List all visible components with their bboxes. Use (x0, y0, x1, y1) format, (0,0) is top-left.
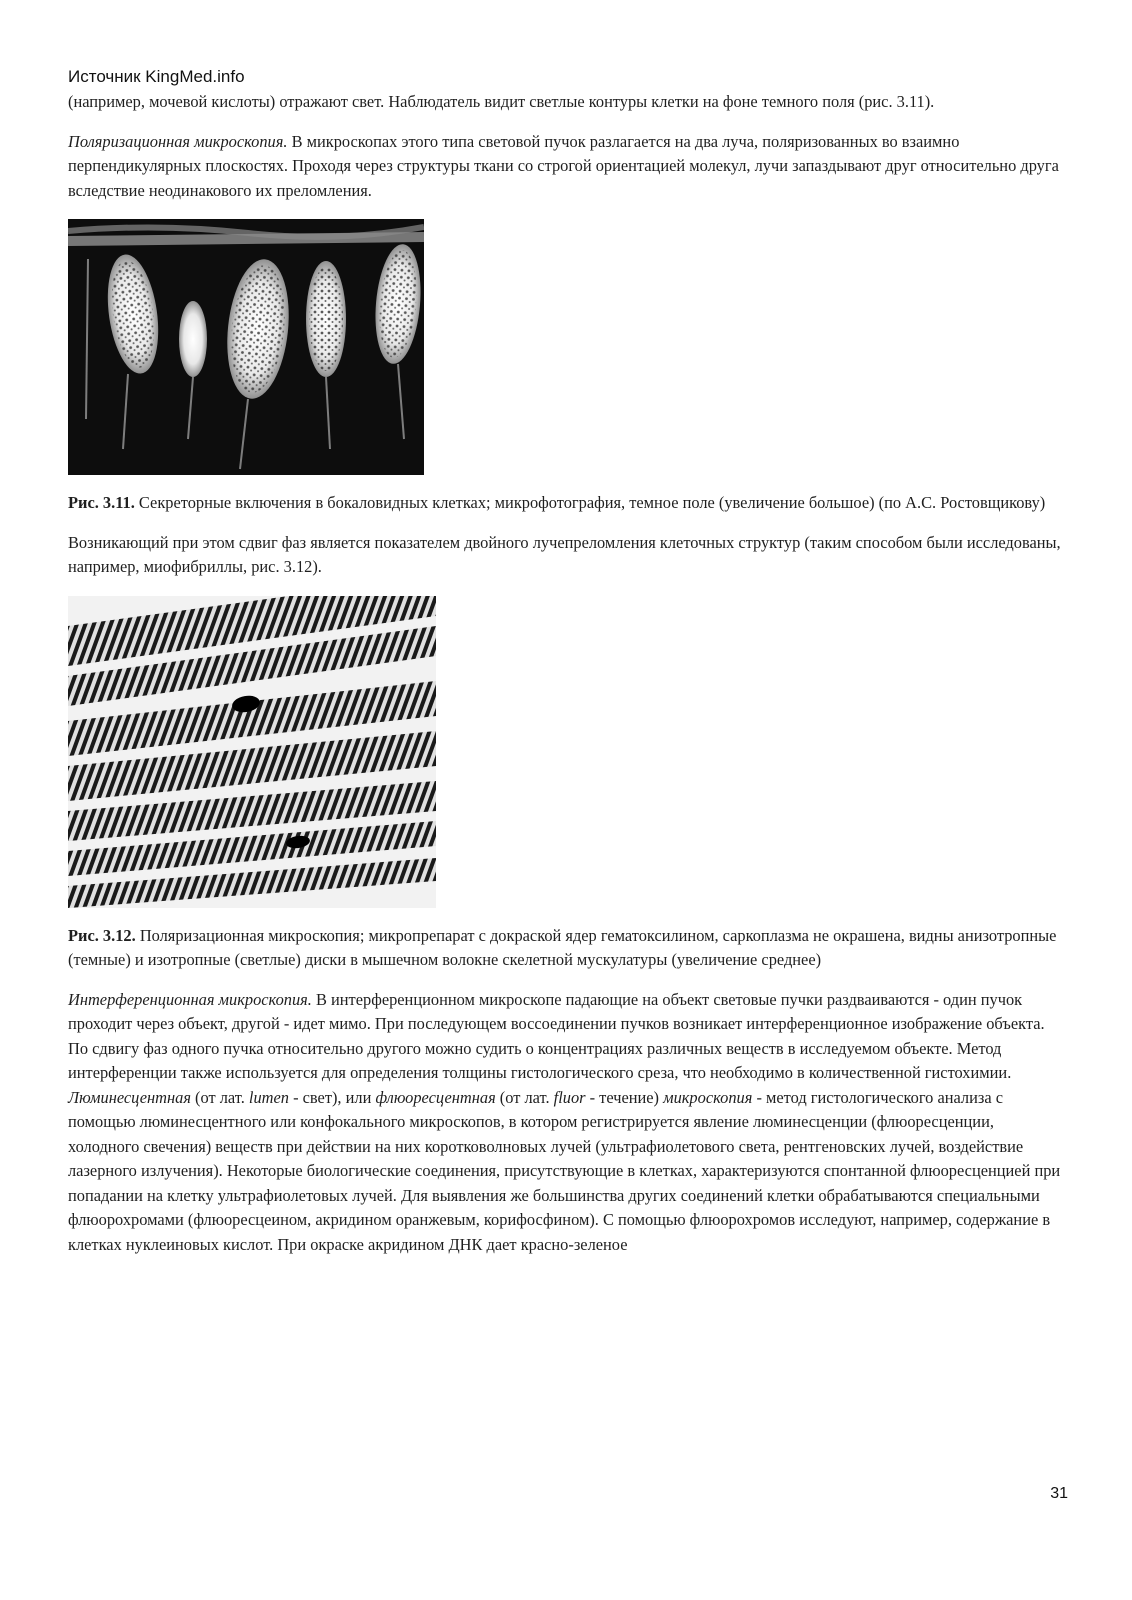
figure-3-11-image (68, 219, 424, 475)
paragraph-polarization-text: В микроскопах этого типа световой пучок разлагается на два луча, поляризованных во взаимно перпендикулярных плоскостях. Проходя через структуры ткани со строгой ориентацией молекул, лучи запаздывают друг относительно друга вследствие неодинакового их преломления. (68, 131, 1059, 200)
figure-3-12-caption-text: Поляризационная микроскопия; микропрепарат с докраской ядер гематоксилином, саркоплазма не окрашена, видны анизотропные (темные) и изотропные (светлые) диски в мышечном волокне скелетной мускулатуры (увеличение среднее) (68, 925, 1057, 969)
text-segment: - метод гистологического анализа с помощью люминесцентного или конфокального микроскопов, в котором регистрируется явление люминесценции (флюоресценции, холодного свечения) веществ при действии на них коротковолновых лучей (ультрафиолетового света, рентгеновских лучей, воздействие лазерного излучения). Некоторые биологические соединения, присутствующие в клетках, характеризуются спонтанной флюоресценцией при попадании на клетку ультрафиолетовых лучей. Для выявления же большинства других соединений клетки обрабатываются специальными флюорохромами (флюоресцеином, акридином оранжевым, корифосфином). С помощью флюорохромов исследуют, например, содержание в клетках нуклеиновых кислот. При окраске акридином ДНК дает красно-зеленое (68, 1087, 1061, 1254)
text-segment: (от лат. (495, 1087, 554, 1107)
figure-3-11-caption-text: Секреторные включения в бокаловидных клетках; микрофотография, темное поле (увеличение большое) (по А.С. Ростовщикову) (134, 493, 1046, 512)
term-lumen: lumen (248, 1087, 289, 1107)
page-content (68, 66, 1066, 1257)
paragraph-polarization (68, 130, 1066, 204)
text-segment: - свет), или (288, 1087, 376, 1107)
page-number: 31 (1050, 1485, 1068, 1502)
paragraph-phase-shift: Возникающий при этом сдвиг фаз является показателем двойного лучепреломления клеточных структур (таким способом были исследованы, например, миофибриллы, рис. 3.12). (68, 532, 1061, 576)
term-fluorescent: флюоресцентная (375, 1087, 496, 1107)
text-segment: (от лат. (190, 1087, 249, 1107)
text-segment: - течение) (585, 1087, 664, 1107)
paragraph-1: (например, мочевой кислоты) отражают свет. Наблюдатель видит светлые контуры клетки на фоне темного поля (рис. 3.11). (68, 92, 935, 111)
source-header: Источник KingMed.info (68, 67, 245, 86)
paragraph-luminescent (68, 1086, 1066, 1258)
term-interference: Интерференционная микроскопия. (68, 989, 312, 1009)
term-fluor: fluor (553, 1087, 586, 1107)
paragraph-interference-text: В интерференционном микроскопе падающие на объект световые пучки раздваиваются - один пучок проходит через объект, другой - идет мимо. При последующем воссоединении пучков возникает интерференционное изображение объекта. По сдвигу фаз одного пучка относительно другого можно судить о концентрациях различных веществ в исследуемом объекте. Метод интерференции также используется для определения толщины гистологического среза, что необходимо в количественной гистохимии. (68, 989, 1045, 1082)
figure-3-11-label: Рис. 3.11. (68, 493, 135, 512)
figure-3-12-label: Рис. 3.12. (68, 925, 136, 945)
figure-3-12-caption (68, 924, 1066, 973)
figure-3-11-caption (68, 491, 1066, 516)
term-luminescent: Люминесцентная (68, 1087, 191, 1107)
paragraph-interference (68, 988, 1066, 1086)
term-microscopy: микроскопия (663, 1087, 753, 1107)
term-polarization: Поляризационная микроскопия. (68, 131, 288, 151)
figure-3-12-image (68, 596, 436, 908)
